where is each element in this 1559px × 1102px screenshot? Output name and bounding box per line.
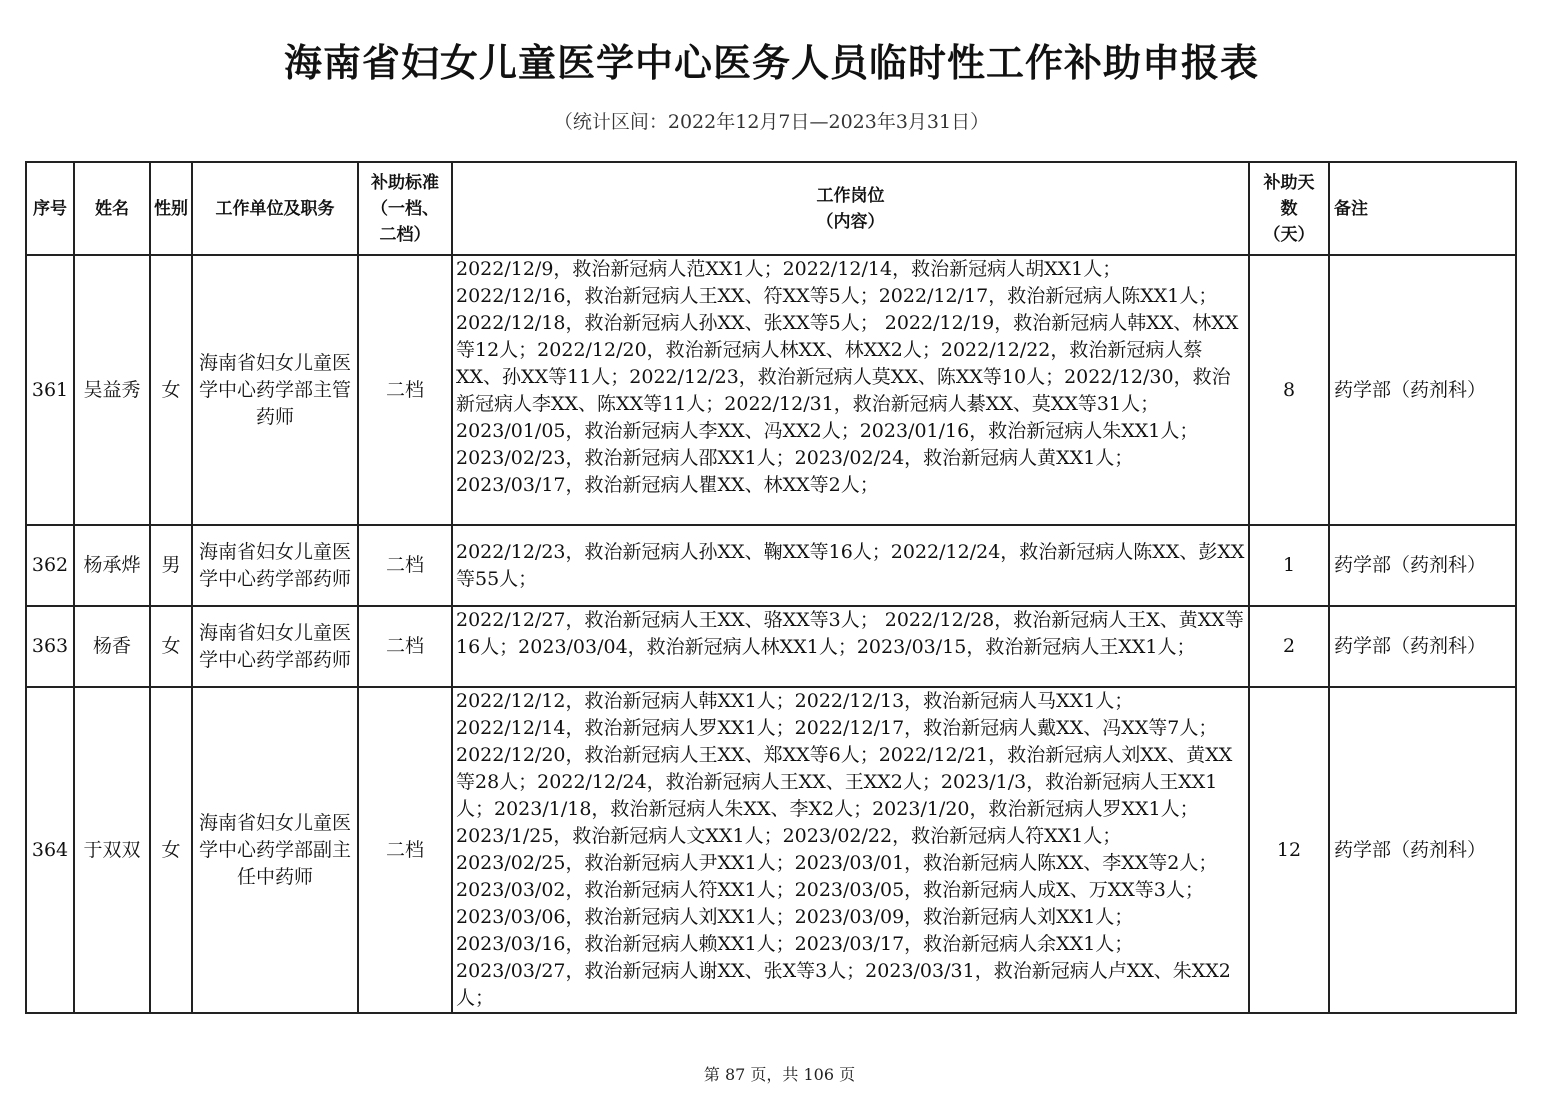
header-grade-line2: （一档、 [371, 198, 439, 219]
row-unit: 海南省妇女儿童医学中心药学部药师 [192, 606, 358, 687]
row-gender: 女 [150, 687, 192, 1013]
header-grade-line1: 补助标准 [371, 172, 439, 193]
row-gender: 女 [150, 255, 192, 525]
row-remark: 药学部（药剂科） [1329, 606, 1516, 687]
header-days-line2: 数 [1280, 198, 1298, 219]
row-gender: 女 [150, 606, 192, 687]
row-unit: 海南省妇女儿童医学中心药学部副主任中药师 [192, 687, 358, 1013]
header-days-line1: 补助天 [1263, 172, 1315, 193]
table-header-row [26, 162, 1516, 255]
header-remark: 备注 [1329, 162, 1516, 255]
row-remark: 药学部（药剂科） [1329, 687, 1516, 1013]
header-post-line2: （内容） [816, 211, 885, 232]
row-grade: 二档 [358, 255, 452, 525]
header-days-line3: （天） [1263, 224, 1315, 245]
row-grade: 二档 [358, 606, 452, 687]
row-gender: 男 [150, 525, 192, 606]
row-content: 2022/12/12，救治新冠病人韩XX1人；2022/12/13，救治新冠病人马XX1人；2022/12/14，救治新冠病人罗XX1人；2022/12/17，救治新冠病人戴XX、冯XX等7人；2022/12/20，救治新冠病人王XX、郑XX等6人；2022/12/21，救治新冠病人刘XX、黄XX等28人；2022/12/24，救治新冠病人王XX、王XX2人；2023/1/3，救治新冠病人王XX1人；2023/1/18，救治新冠病人朱XX、李X2人；2023/1/20，救治新冠病人罗XX1人；2023/1/25，救治新冠病人文XX1人；2023/02/22，救治新冠病人符XX1人；2023/02/25，救治新冠病人尹XX1人；2023/03/01，救治新冠病人陈XX、李XX等2人；2023/03/02，救治新冠病人符XX1人；2023/03/05，救治新冠病人成X、万XX等3人；2023/03/06，救治新冠病人刘XX1人；2023/03/09，救治新冠病人刘XX1人； 2023/03/16，救治新冠病人赖XX1人；2023/03/17，救治新冠病人余XX1人；2023/03/27，救治新冠病人谢XX、张X等3人；2023/03/31，救治新冠病人卢XX、朱XX2人； [452, 687, 1249, 1013]
row-seq: 362 [26, 525, 74, 606]
page-title: 海南省妇女儿童医学中心医务人员临时性工作补助申报表 [283, 41, 1259, 85]
row-days: 2 [1249, 606, 1329, 687]
row-grade: 二档 [358, 525, 452, 606]
row-grade: 二档 [358, 687, 452, 1013]
header-seq: 序号 [26, 162, 74, 255]
row-seq: 364 [26, 687, 74, 1013]
row-content: 2022/12/27，救治新冠病人王XX、骆XX等3人； 2022/12/28，救治新冠病人王X、黄XX等16人；2023/03/04，救治新冠病人林XX1人；2023/03/15，救治新冠病人王XX1人； [452, 606, 1249, 687]
row-name: 吴益秀 [74, 255, 150, 525]
row-days: 1 [1249, 525, 1329, 606]
page-subtitle: （统计区间：2022年12月7日—2023年3月31日） [553, 111, 990, 133]
row-name: 杨香 [74, 606, 150, 687]
header-post [452, 162, 1249, 255]
header-gender: 性别 [150, 162, 192, 255]
row-seq: 363 [26, 606, 74, 687]
header-post-line1: 工作岗位 [816, 185, 885, 206]
row-name: 杨承烨 [74, 525, 150, 606]
header-grade-line3: 二档） [379, 224, 431, 245]
header-grade [358, 162, 452, 255]
row-seq: 361 [26, 255, 74, 525]
table-row [26, 255, 1516, 525]
header-days [1249, 162, 1329, 255]
row-remark: 药学部（药剂科） [1329, 255, 1516, 525]
row-content: 2022/12/23，救治新冠病人孙XX、鞠XX等16人；2022/12/24，救治新冠病人陈XX、彭XX等55人； [452, 525, 1249, 606]
page-footer: 第 87 页，共 106 页 [703, 1065, 856, 1084]
row-unit: 海南省妇女儿童医学中心药学部药师 [192, 525, 358, 606]
row-name: 于双双 [74, 687, 150, 1013]
header-unit: 工作单位及职务 [192, 162, 358, 255]
row-remark: 药学部（药剂科） [1329, 525, 1516, 606]
subsidy-table [25, 161, 1517, 1014]
row-days: 12 [1249, 687, 1329, 1013]
table-row [26, 687, 1516, 1013]
table-row [26, 525, 1516, 606]
header-name: 姓名 [74, 162, 150, 255]
row-days: 8 [1249, 255, 1329, 525]
row-content: 2022/12/9，救治新冠病人范XX1人；2022/12/14，救治新冠病人胡XX1人；2022/12/16，救治新冠病人王XX、符XX等5人；2022/12/17，救治新冠病人陈XX1人；2022/12/18，救治新冠病人孙XX、张XX等5人； 2022/12/19，救治新冠病人韩XX、林XX等12人；2022/12/20，救治新冠病人林XX、林XX2人；2022/12/22，救治新冠病人蔡XX、孙XX等11人；2022/12/23，救治新冠病人莫XX、陈XX等10人；2022/12/30，救治新冠病人李XX、陈XX等11人；2022/12/31，救治新冠病人綦XX、莫XX等31人；2023/01/05，救治新冠病人李XX、冯XX2人；2023/01/16，救治新冠病人朱XX1人；2023/02/23，救治新冠病人邵XX1人；2023/02/24，救治新冠病人黄XX1人；2023/03/17，救治新冠病人瞿XX、林XX等2人； [452, 255, 1249, 525]
table-row [26, 606, 1516, 687]
row-unit: 海南省妇女儿童医学中心药学部主管药师 [192, 255, 358, 525]
